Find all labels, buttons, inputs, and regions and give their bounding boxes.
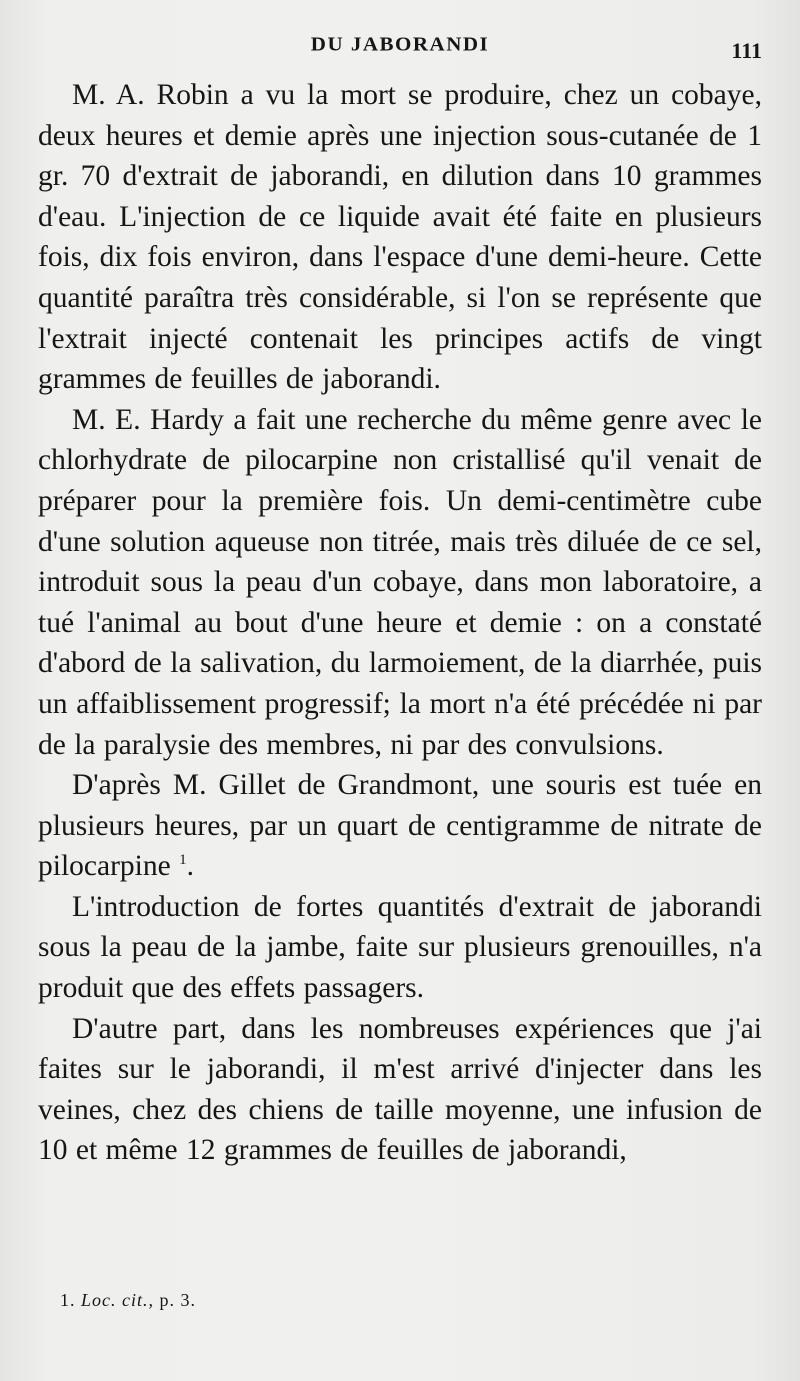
footnote [60,1290,196,1311]
paragraph [38,765,762,887]
paragraph-text: M. A. Robin a vu la mort se produire, chez un cobaye, deux heures et demie après une injection sous-cutanée de 1 gr. 70 d'extrait de jaborandi, en dilution dans 10 grammes d'eau. L'injection de ce liquide avait été faite en plusieurs fois, dix fois environ, dans l'espace d'une demi-heure. Cette quantité paraîtra très considérable, si l'on se représente que l'extrait injecté contenait les principes actifs de vingt grammes de feuilles de jaborandi. [38,79,762,396]
paragraph [38,1009,762,1171]
body-text [38,75,762,1171]
footnote-reference: Loc. cit., [81,1290,154,1310]
footnote-mark: 1 [179,852,187,869]
paragraph-text-end: . [186,850,194,883]
paragraph-text: L'introduction de fortes quantités d'extrait de jaborandi sous la peau de la jambe, faite sur plusieurs grenouilles, n'a produit que des effets passagers. [38,890,762,1005]
paragraph [38,400,762,765]
paragraph [38,887,762,1009]
footnote-number: 1. [60,1290,76,1310]
footnote-page: p. 3. [159,1290,196,1310]
page-number: 111 [731,38,762,63]
running-title: DU JABORANDI [310,32,490,56]
paragraph-text: D'autre part, dans les nombreuses expériences que j'ai faites sur le jaborandi, il m'est arrivé d'injecter dans les veines, chez des chiens de taille moyenne, une infusion de 10 et même 12 grammes de feuilles de jaborandi, [38,1012,762,1167]
paragraph-text: M. E. Hardy a fait une recherche du même genre avec le chlorhydrate de pilocarpine non cristallisé qu'il venait de préparer pour la première fois. Un demi-centimètre cube d'une solution aqueuse non titrée, mais très diluée de ce sel, introduit sous la peau d'un cobaye, dans mon laboratoire, a tué l'animal au bout d'une heure et demie : on a constaté d'abord de la salivation, du larmoiement, de la diarrhée, puis un affaiblissement progressif; la mort n'a été précédée ni par de la paralysie des membres, ni par des convulsions. [38,403,762,761]
running-head [38,30,762,62]
paragraph-text: D'après M. Gillet de Grandmont, une souris est tuée en plusieurs heures, par un quart de centigramme de nitrate de pilocarpine [38,769,762,883]
paragraph [38,75,762,400]
